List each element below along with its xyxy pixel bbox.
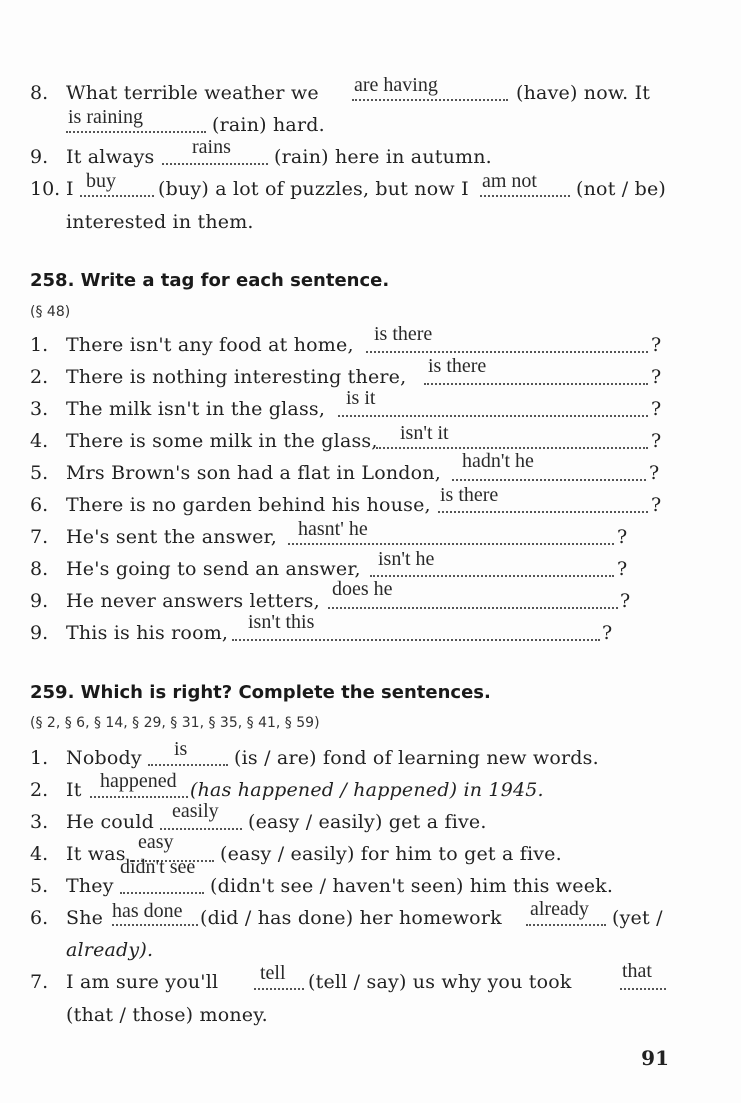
handwritten-answer: is raining [68,106,143,128]
sentence-text: The milk isn't in the glass, [66,398,326,420]
grammar-reference: (§ 2, § 6, § 14, § 29, § 31, § 35, § 41, § 59) [30,715,320,731]
question-mark: ? [651,398,662,420]
item-number: 4. [30,843,49,865]
handwritten-answer: buy [86,170,116,192]
handwritten-answer: is [174,738,188,760]
item-number: 6. [30,494,49,516]
sentence-text: What terrible weather we [66,82,319,104]
handwritten-answer: tell [260,962,286,984]
exercise-title: 258. Write a tag for each sentence. [30,270,390,291]
item-number: 7. [30,526,49,548]
sentence-text: (yet / [612,907,663,929]
handwritten-answer: isn't it [400,422,449,444]
item-number: 5. [30,462,49,484]
answer-blank [148,750,228,766]
question-mark: ? [651,494,662,516]
handwritten-answer: that [622,960,652,982]
sentence-text: He's going to send an answer, [66,558,361,580]
handwritten-answer: is there [428,355,487,377]
sentence-text: interested in them. [66,211,254,233]
sentence-text: (didn't see / haven't seen) him this week. [210,875,614,897]
exercise-title: 259. Which is right? Complete the sentences. [30,682,491,703]
sentence-text: There is some milk in the glass, [66,430,378,452]
sentence-text: (easy / easily) get a five. [248,811,487,833]
sentence-text: (have) now. It [516,82,651,104]
item-number: 2. [30,779,49,801]
question-mark: ? [617,526,628,548]
handwritten-answer: isn't this [248,611,315,633]
sentence-text: Mrs Brown's son had a flat in London, [66,462,441,484]
item-number: 3. [30,398,49,420]
sentence-text: (easy / easily) for him to get a five. [220,843,562,865]
item-number: 9. [30,590,49,612]
item-number: 10. [30,178,61,200]
handwritten-answer: isn't he [378,548,435,570]
item-number: 5. [30,875,49,897]
question-mark: ? [651,430,662,452]
sentence-text: It [66,779,82,801]
sentence-text: (is / are) fond of learning new words. [234,747,599,769]
sentence-text: It always [66,146,155,168]
item-number: 9. [30,146,49,168]
question-mark: ? [651,334,662,356]
sentence-text: (did / has done) her homework [200,907,502,929]
item-number: 8. [30,82,49,104]
sentence-text: (that / those) money. [66,1004,268,1026]
handwritten-answer: didn't see [120,856,196,878]
handwritten-answer: am not [482,170,537,192]
question-mark: ? [620,590,631,612]
handwritten-answer: already [530,898,589,920]
question-mark: ? [651,366,662,388]
sentence-text: (buy) a lot of puzzles, but now I [158,178,469,200]
item-number: 9. [30,622,49,644]
handwritten-answer: happened [100,770,177,792]
handwritten-answer: hadn't he [462,450,534,472]
handwritten-answer: does he [332,578,393,600]
sentence-text: He's sent the answer, [66,526,277,548]
options-text: (has happened / happened) in 1945. [190,779,544,801]
handwritten-answer: are having [354,74,438,96]
question-mark: ? [617,558,628,580]
sentence-text: It was [66,843,126,865]
answer-blank [338,401,648,417]
grammar-reference: (§ 48) [30,304,71,320]
handwritten-answer: is there [440,484,499,506]
handwritten-answer: is it [346,387,376,409]
item-number: 1. [30,334,49,356]
sentence-text [190,779,544,801]
item-number: 3. [30,811,49,833]
sentence-text: I am sure you'll [66,971,219,993]
sentence-text: She [66,907,104,929]
handwritten-answer: easy [138,831,174,853]
item-number: 4. [30,430,49,452]
sentence-text: He never answers letters, [66,590,320,612]
item-number: 6. [30,907,49,929]
handwritten-answer: easily [172,800,219,822]
options-text: already). [66,939,154,961]
page-number: 91 [641,1046,669,1070]
item-number: 8. [30,558,49,580]
handwritten-answer: has done [112,900,183,922]
handwritten-answer: rains [192,136,231,158]
item-number: 1. [30,747,49,769]
sentence-text: There isn't any food at home, [66,334,354,356]
sentence-text [66,939,153,961]
question-mark: ? [649,462,660,484]
sentence-text: I [66,178,74,200]
sentence-text: (rain) hard. [212,114,325,136]
handwritten-answer: hasnt' he [298,518,368,540]
sentence-text: This is his room, [66,622,229,644]
sentence-text: Nobody [66,747,142,769]
question-mark: ? [602,622,613,644]
sentence-text: There is no garden behind his house, [66,494,431,516]
item-number: 7. [30,971,49,993]
sentence-text: (rain) here in autumn. [274,146,492,168]
sentence-text: There is nothing interesting there, [66,366,407,388]
answer-blank [120,878,204,894]
sentence-text: They [66,875,114,897]
item-number: 2. [30,366,49,388]
sentence-text: He could [66,811,155,833]
handwritten-answer: is there [374,323,433,345]
sentence-text: (tell / say) us why you took [308,971,572,993]
sentence-text: (not / be) [576,178,667,200]
